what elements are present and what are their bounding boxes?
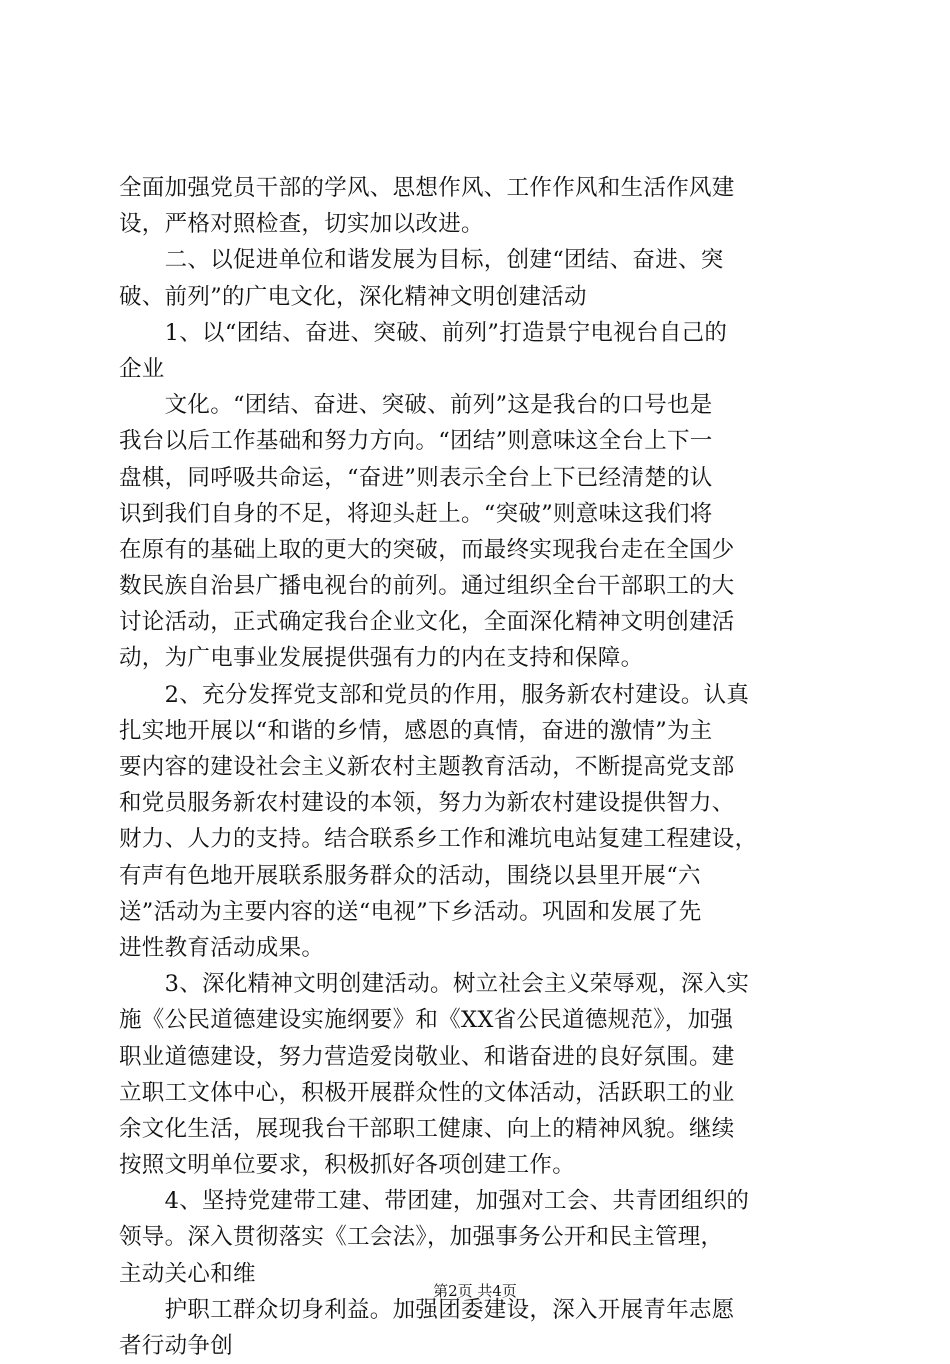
text-line: 我台以后工作基础和努力方向。“团结”则意味这全台上下一 — [119, 428, 713, 455]
text-line: 主动关心和维 — [119, 1260, 256, 1287]
text-line: 破、前列”的广电文化，深化精神文明创建活动 — [119, 283, 587, 310]
text-line: 盘棋，同呼吸共命运，“奋进”则表示全台上下已经清楚的认 — [119, 464, 713, 491]
text-line: 立职工文体中心，积极开展群众性的文体活动，活跃职工的业 — [119, 1079, 735, 1106]
text-line: 3、深化精神文明创建活动。树立社会主义荣辱观，深入实 — [119, 971, 750, 998]
text-line: 领导。深入贯彻落实《工会法》，加强事务公开和民主管理， — [119, 1224, 724, 1251]
text-line: 余文化生活，展现我台干部职工健康、向上的精神风貌。继续 — [119, 1115, 735, 1142]
text-line: 文化。“团结、奋进、突破、前列”这是我台的口号也是 — [119, 392, 713, 419]
text-line: 进性教育活动成果。 — [119, 934, 325, 961]
text-line: 在原有的基础上取的更大的突破，而最终实现我台走在全国少 — [119, 536, 735, 563]
text-line: 施《公民道德建设实施纲要》和《XX省公民道德规范》，加强 — [119, 1007, 734, 1034]
text-line: 有声有色地开展联系服务群众的活动，围绕以县里开展“六 — [119, 862, 701, 889]
text-line: 护职工群众切身利益。加强团委建设，深入开展青年志愿 — [119, 1296, 735, 1323]
text-line: 识到我们自身的不足，将迎头赶上。“突破”则意味这我们将 — [119, 500, 713, 527]
text-line: 设，严格对照检查，切实加以改进。 — [119, 211, 484, 238]
text-line: 全面加强党员干部的学风、思想作风、工作作风和生活作风建 — [119, 175, 735, 201]
text-line: 职业道德建设，努力营造爱岗敬业、和谐奋进的良好氛围。建 — [119, 1043, 735, 1070]
text-line: 讨论活动，正式确定我台企业文化，全面深化精神文明创建活 — [119, 609, 735, 636]
text-line: 和党员服务新农村建设的本领，努力为新农村建设提供智力、 — [119, 790, 735, 817]
page-footer: 第2页 共4页 — [433, 1282, 517, 1300]
text-line: 数民族自治县广播电视台的前列。通过组织全台干部职工的大 — [119, 573, 735, 600]
text-line: 者行动争创 — [119, 1333, 234, 1359]
text-line: 4、坚持党建带工建、带团建，加强对工会、共青团组织的 — [119, 1188, 750, 1215]
text-line: 1、以“团结、奋进、突破、前列”打造景宁电视台自己的 — [119, 319, 728, 346]
text-line: 动，为广电事业发展提供强有力的内在支持和保障。 — [119, 645, 644, 672]
text-line: 2、充分发挥党支部和党员的作用，服务新农村建设。认真 — [119, 681, 750, 708]
text-line: 按照文明单位要求，积极抓好各项创建工作。 — [119, 1152, 576, 1179]
text-line: 企业 — [119, 355, 165, 382]
text-line: 扎实地开展以“和谐的乡情，感恩的真情，奋进的激情”为主 — [119, 717, 713, 744]
text-line: 二、以促进单位和谐发展为目标，创建“团结、奋进、突 — [119, 247, 724, 274]
text-line: 送”活动为主要内容的送“电视”下乡活动。巩固和发展了先 — [119, 898, 702, 925]
document-body — [119, 170, 834, 1364]
text-line: 要内容的建设社会主义新农村主题教育活动，不断提高党支部 — [119, 754, 735, 780]
text-line: 财力、人力的支持。结合联系乡工作和滩坑电站复建工程建设， — [119, 826, 758, 853]
